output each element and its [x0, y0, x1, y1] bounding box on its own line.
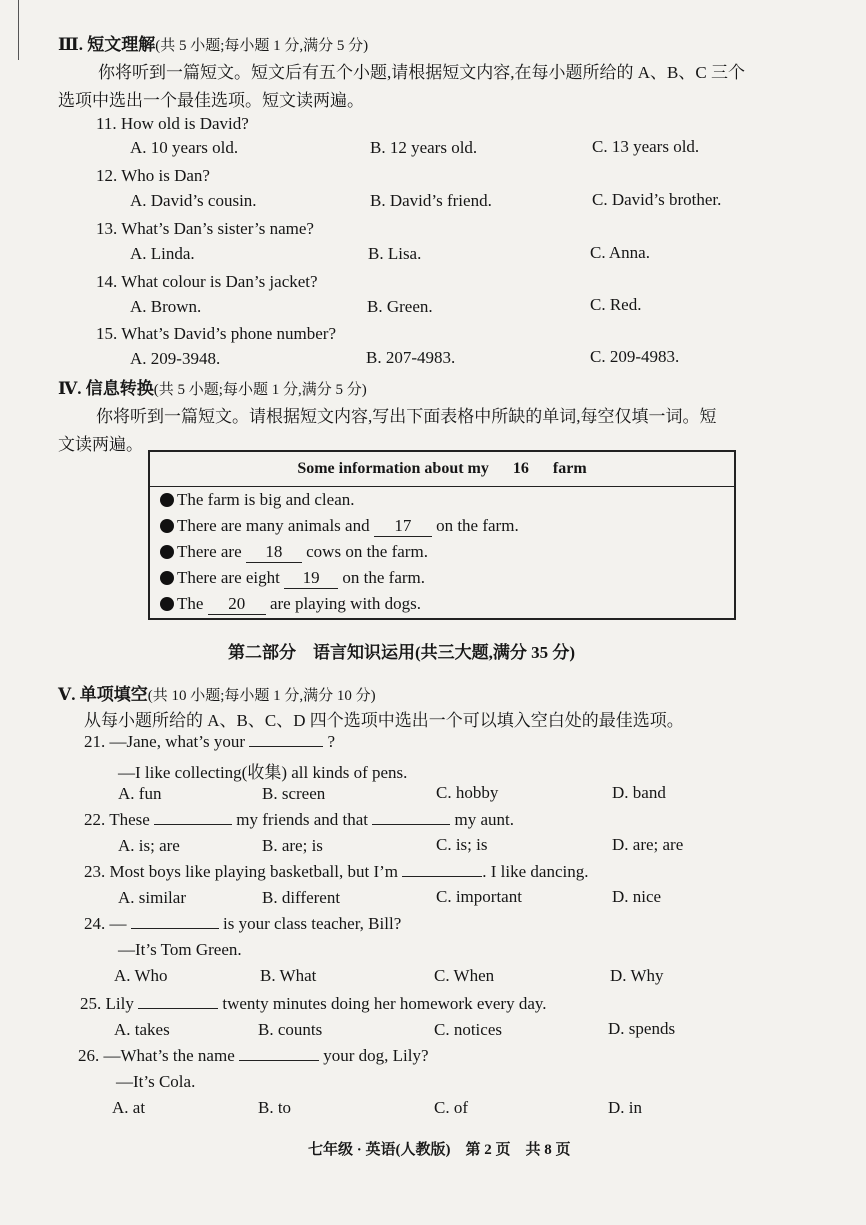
info-row-2-suffix: on the farm. — [436, 516, 519, 535]
question-23-option-a: A. similar — [118, 888, 186, 907]
question-24-option-a: A. Who — [114, 966, 168, 985]
question-25-option-b: B. counts — [258, 1020, 323, 1039]
question-11-stem: 11. How old is David? — [96, 114, 249, 133]
question-21-text: 21. —Jane, what’s your — [84, 732, 246, 751]
question-22-option-a: A. is; are — [118, 836, 180, 855]
question-12-option-b: B. David’s friend. — [370, 191, 492, 210]
part2-title: 第二部分 语言知识运用(共三大题,满分 35 分) — [228, 643, 576, 662]
question-26-option-c: C. of — [434, 1098, 468, 1117]
question-23-stem — [84, 862, 588, 882]
question-12-stem: 12. Who is Dan? — [96, 166, 210, 185]
section3-note: (共 5 小题;每小题 1 分,满分 5 分) — [155, 38, 369, 54]
info-row-3 — [160, 542, 428, 563]
question-25-text: 25. Lily — [80, 994, 134, 1013]
question-13-option-a: A. Linda. — [130, 244, 195, 263]
question-25-option-a: A. takes — [114, 1020, 170, 1039]
section3-heading — [58, 30, 368, 55]
bullet-icon — [160, 493, 174, 507]
question-25-option-c: C. notices — [434, 1020, 502, 1039]
blank-16[interactable]: 16 — [493, 452, 549, 487]
question-21-option-b: B. screen — [262, 784, 326, 803]
question-14-option-c: C. Red. — [590, 295, 642, 314]
bullet-icon — [160, 571, 174, 585]
info-row-4-suffix: on the farm. — [342, 568, 425, 587]
blank-25[interactable] — [138, 1008, 218, 1009]
blank-26[interactable] — [239, 1060, 319, 1061]
question-26-option-a: A. at — [112, 1098, 146, 1117]
question-12-option-a: A. David’s cousin. — [130, 191, 257, 210]
question-26-option-d: D. in — [608, 1098, 642, 1117]
info-row-5 — [160, 594, 421, 615]
info-row-3-text: There are — [177, 542, 242, 561]
info-row-2-text: There are many animals and — [177, 516, 370, 535]
section5-heading — [58, 680, 376, 705]
question-21-option-a: A. fun — [118, 784, 162, 803]
info-row-5-suffix: are playing with dogs. — [269, 594, 422, 613]
bullet-icon — [160, 545, 174, 559]
info-table — [148, 450, 736, 620]
question-12-option-c: C. David’s brother. — [592, 190, 722, 209]
question-26-line2: —It’s Cola. — [116, 1072, 196, 1091]
info-row-5-text: The — [177, 594, 204, 613]
question-15-stem: 15. What’s David’s phone number? — [96, 324, 337, 343]
section4-instruction-line2: 文读两遍。 — [58, 435, 143, 454]
section5-title: Ⅴ. 单项填空 — [58, 685, 148, 704]
question-22-suffix: my aunt. — [454, 810, 515, 829]
question-24-text: 24. — — [84, 914, 127, 933]
question-24-option-c: C. When — [434, 966, 495, 985]
section4-instruction-line1: 你将听到一篇短文。请根据短文内容,写出下面表格中所缺的单词,每空仅填一词。短 — [96, 407, 717, 426]
question-25-suffix: twenty minutes doing her homework every day. — [222, 994, 547, 1013]
page-footer: 七年级 · 英语(人教版) 第 2 页 共 8 页 — [308, 1142, 571, 1158]
question-24-stem — [84, 914, 401, 934]
question-23-text: 23. Most boys like playing basketball, but I’m — [84, 862, 398, 881]
blank-19[interactable]: 19 — [284, 568, 338, 589]
question-26-option-b: B. to — [258, 1098, 292, 1117]
section4-note: (共 5 小题;每小题 1 分,满分 5 分) — [153, 382, 367, 398]
section4-heading — [58, 374, 367, 399]
question-11-option-a: A. 10 years old. — [130, 138, 239, 157]
question-11-option-b: B. 12 years old. — [370, 138, 478, 157]
blank-23[interactable] — [402, 876, 482, 877]
question-21-option-c: C. hobby — [436, 783, 499, 802]
bullet-icon — [160, 519, 174, 533]
question-14-stem: 14. What colour is Dan’s jacket? — [96, 272, 318, 291]
question-15-option-a: A. 209-3948. — [130, 349, 221, 368]
question-13-option-c: C. Anna. — [590, 243, 650, 262]
question-24-option-b: B. What — [260, 966, 317, 985]
question-14-option-a: A. Brown. — [130, 297, 202, 316]
info-table-title — [150, 452, 734, 487]
question-13-stem: 13. What’s Dan’s sister’s name? — [96, 219, 314, 238]
blank-18[interactable]: 18 — [246, 542, 302, 563]
question-23-option-b: B. different — [262, 888, 341, 907]
blank-20[interactable]: 20 — [208, 594, 266, 615]
blank-22a[interactable] — [154, 824, 232, 825]
section3-instruction-line2: 选项中选出一个最佳选项。短文读两遍。 — [58, 91, 364, 110]
question-26-suffix: your dog, Lily? — [323, 1046, 429, 1065]
question-22-option-b: B. are; is — [262, 836, 323, 855]
section5-note: (共 10 小题;每小题 1 分,满分 10 分) — [147, 688, 376, 704]
question-22-stem — [84, 810, 514, 830]
question-22-option-d: D. are; are — [612, 835, 684, 854]
question-22-option-c: C. is; is — [436, 835, 488, 854]
question-11-option-c: C. 13 years old. — [592, 137, 700, 156]
section3-instruction-line1: 你将听到一篇短文。短文后有五个小题,请根据短文内容,在每小题所给的 A、B、C 三个 — [98, 63, 745, 82]
question-21-option-d: D. band — [612, 783, 666, 802]
question-21-suffix: ? — [327, 732, 336, 751]
question-26-text: 26. —What’s the name — [78, 1046, 235, 1065]
question-22-middle: my friends and that — [236, 810, 369, 829]
section4-title: Ⅳ. 信息转换 — [58, 379, 154, 398]
info-table-title-text: Some information about my — [297, 460, 489, 477]
blank-22b[interactable] — [372, 824, 450, 825]
question-25-option-d: D. spends — [608, 1019, 676, 1038]
blank-24[interactable] — [131, 928, 219, 929]
question-21-line2: —I like collecting(收集) all kinds of pens. — [118, 763, 408, 782]
section5-instruction: 从每小题所给的 A、B、C、D 四个选项中选出一个可以填入空白处的最佳选项。 — [84, 711, 684, 730]
bullet-icon — [160, 597, 174, 611]
section3-title: Ⅲ. 短文理解 — [58, 35, 156, 54]
question-24-line2: —It’s Tom Green. — [118, 940, 242, 959]
question-25-stem — [80, 994, 547, 1014]
info-row-3-suffix: cows on the farm. — [306, 542, 428, 561]
question-24-option-d: D. Why — [610, 966, 664, 985]
question-23-suffix: . I like dancing. — [482, 862, 589, 881]
question-23-option-c: C. important — [436, 887, 522, 906]
info-table-title-suffix: farm — [552, 460, 587, 477]
question-15-option-c: C. 209-4983. — [590, 347, 680, 366]
question-21-stem — [84, 732, 335, 752]
info-row-4 — [160, 568, 425, 589]
info-row-1 — [160, 490, 355, 510]
info-row-1-text: The farm is big and clean. — [177, 490, 355, 509]
question-23-option-d: D. nice — [612, 887, 662, 906]
question-26-stem — [78, 1046, 429, 1066]
question-13-option-b: B. Lisa. — [368, 244, 422, 263]
blank-17[interactable]: 17 — [374, 516, 432, 537]
info-row-2 — [160, 516, 519, 537]
question-22-text: 22. These — [84, 810, 150, 829]
question-24-suffix: is your class teacher, Bill? — [223, 914, 402, 933]
blank-21[interactable] — [249, 746, 323, 747]
margin-line — [18, 0, 19, 60]
question-14-option-b: B. Green. — [367, 297, 433, 316]
question-15-option-b: B. 207-4983. — [366, 348, 456, 367]
info-row-4-text: There are eight — [177, 568, 280, 587]
